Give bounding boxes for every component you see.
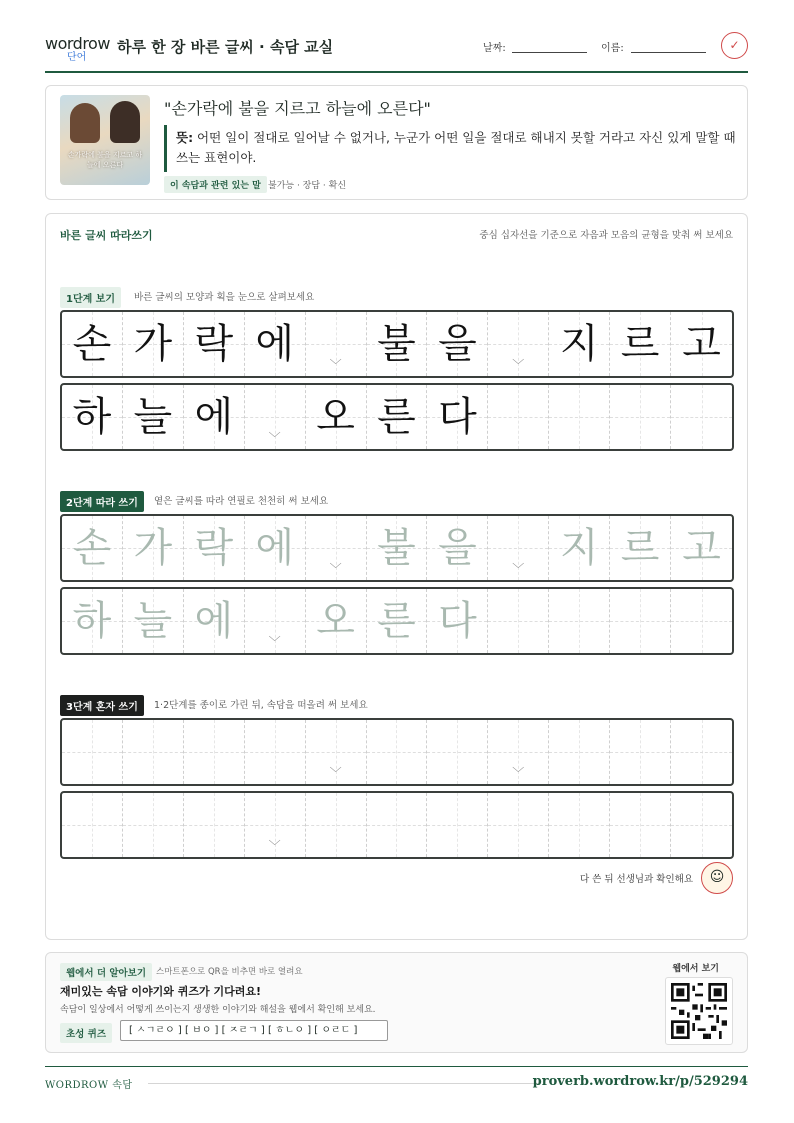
grid-cell[interactable] xyxy=(367,516,428,580)
grid-cell[interactable] xyxy=(610,720,671,784)
grid-cell[interactable] xyxy=(184,589,245,653)
syllable: 르 xyxy=(620,525,660,571)
footer-brand: WORDROW 속담 xyxy=(45,1080,133,1091)
syllable: 다 xyxy=(438,394,477,440)
syllable: 르 xyxy=(620,321,660,367)
web-tag-desc: 스마트폰으로 QR을 비추면 바로 열려요 xyxy=(156,967,303,977)
grid-cell xyxy=(62,312,123,376)
proverb-illustration xyxy=(60,95,150,185)
teacher-check-badge-icon: ☺ xyxy=(701,862,733,894)
grid-cell[interactable] xyxy=(367,720,428,784)
grid-cell[interactable] xyxy=(427,516,488,580)
meaning-text: 어떤 일이 절대로 일어날 수 없거나, 누군가 어떤 일을 절대로 해내지 못할 거라고 자신 있게 말할 때 쓰는 표현이야. xyxy=(176,130,736,165)
grid-cell[interactable] xyxy=(610,793,671,857)
grid-cell[interactable] xyxy=(549,720,610,784)
grid-cell xyxy=(62,385,123,449)
syllable: 불 xyxy=(377,321,416,367)
page-header xyxy=(45,30,748,73)
grid-cell[interactable] xyxy=(671,589,732,653)
grid-cell xyxy=(245,312,306,376)
grid-cell[interactable] xyxy=(62,793,123,857)
web-title: 재미있는 속담 이야기와 퀴즈가 기다려요! xyxy=(60,985,261,998)
syllable: 고 xyxy=(682,525,721,571)
grid-cell xyxy=(306,312,367,376)
grid-cell[interactable] xyxy=(671,720,732,784)
grid-cell[interactable] xyxy=(123,516,184,580)
proverb-card xyxy=(45,85,748,200)
syllable: 오 xyxy=(316,394,355,440)
syllable: 오 xyxy=(316,598,355,644)
step2-desc: 옅은 글씨를 따라 연필로 천천히 써 보세요 xyxy=(154,496,329,507)
grid-cell xyxy=(610,385,671,449)
grid-cell xyxy=(245,385,306,449)
check-stamp-icon: ✓ xyxy=(721,32,748,59)
step3-row-2[interactable] xyxy=(60,791,734,859)
grid-cell[interactable] xyxy=(488,720,549,784)
syllable: 락 xyxy=(194,525,234,571)
grid-cell[interactable] xyxy=(671,793,732,857)
check-instruction: 다 쓴 뒤 선생님과 확인해요 xyxy=(579,874,693,885)
character-figure-left xyxy=(70,103,100,143)
name-field[interactable] xyxy=(631,52,706,53)
qr-label: 웹에서 보기 xyxy=(672,964,719,974)
grid-cell[interactable] xyxy=(306,589,367,653)
grid-cell xyxy=(427,312,488,376)
syllable: 가 xyxy=(133,525,173,571)
grid-cell[interactable] xyxy=(123,589,184,653)
grid-cell[interactable] xyxy=(306,793,367,857)
syllable: 지 xyxy=(559,525,599,571)
grid-cell xyxy=(367,312,428,376)
grid-cell xyxy=(427,385,488,449)
syllable: 다 xyxy=(438,598,477,644)
grid-cell[interactable] xyxy=(62,589,123,653)
chosung-quiz: [ ㅅㄱㄹㅇ ] [ ㅂㅇ ] [ ㅈㄹㄱ ] [ ㅎㄴㅇ ] [ ㅇㄹㄷ ] xyxy=(120,1020,388,1041)
grid-cell[interactable] xyxy=(245,589,306,653)
step3-label: 3단계 혼자 쓰기 xyxy=(60,695,144,716)
grid-cell xyxy=(184,312,245,376)
logo-sub: 단어 xyxy=(67,52,87,63)
step3-desc: 1·2단계를 종이로 가린 뒤, 속담을 떠올려 써 보세요 xyxy=(154,700,368,711)
step1-desc: 바른 글씨의 모양과 획을 눈으로 살펴보세요 xyxy=(134,292,315,303)
grid-cell[interactable] xyxy=(671,516,732,580)
logo-text: wordrow xyxy=(45,34,110,53)
syllable: 에 xyxy=(255,321,294,367)
space-mark-icon: ﹀ xyxy=(329,562,342,576)
meaning-accent-bar xyxy=(164,125,167,172)
grid-cell xyxy=(367,385,428,449)
syllable: 에 xyxy=(194,598,234,644)
grid-cell[interactable] xyxy=(427,720,488,784)
practice-hint: 중심 십자선을 기준으로 자음과 모음의 균형을 맞춰 써 보세요 xyxy=(479,230,733,241)
character-figure-right xyxy=(110,101,140,143)
syllable: 른 xyxy=(377,394,416,440)
grid-cell[interactable] xyxy=(245,793,306,857)
web-more-box xyxy=(45,952,748,1053)
proverb-title: "손가락에 불을 지르고 하늘에 오른다" xyxy=(164,99,431,118)
proverb-meaning xyxy=(176,128,736,168)
grid-cell xyxy=(671,385,732,449)
step1-row-2 xyxy=(60,383,734,451)
grid-cell[interactable] xyxy=(367,589,428,653)
grid-cell[interactable] xyxy=(427,589,488,653)
grid-cell[interactable] xyxy=(306,516,367,580)
grid-cell[interactable] xyxy=(488,793,549,857)
practice-title: 바른 글씨 따라쓰기 xyxy=(60,229,153,242)
grid-cell[interactable] xyxy=(367,793,428,857)
space-mark-icon: ﹀ xyxy=(329,766,342,780)
syllable: 늘 xyxy=(133,598,173,644)
handwriting-practice-section xyxy=(45,213,748,940)
syllable: 을 xyxy=(438,321,477,367)
step2-row-2[interactable] xyxy=(60,587,734,655)
step1-row-1 xyxy=(60,310,734,378)
syllable: 불 xyxy=(377,525,416,571)
syllable: 지 xyxy=(559,321,599,367)
related-label: 이 속담과 관련 있는 말 xyxy=(164,176,267,193)
grid-cell[interactable] xyxy=(184,793,245,857)
footer-divider xyxy=(45,1066,748,1067)
date-label: 날짜: xyxy=(483,43,506,54)
grid-cell xyxy=(488,312,549,376)
space-mark-icon: ﹀ xyxy=(512,358,525,372)
syllable: 하 xyxy=(72,598,112,644)
syllable: 에 xyxy=(194,394,234,440)
grid-cell[interactable] xyxy=(549,589,610,653)
grid-cell xyxy=(549,385,610,449)
grid-cell[interactable] xyxy=(123,793,184,857)
wordrow-logo xyxy=(45,34,110,63)
web-desc: 속담이 일상에서 어떻게 쓰이는지 생생한 이야기와 해설을 웹에서 확인해 보세요. xyxy=(60,1005,376,1015)
grid-cell[interactable] xyxy=(245,516,306,580)
name-label: 이름: xyxy=(601,43,624,54)
grid-cell[interactable] xyxy=(245,720,306,784)
grid-cell[interactable] xyxy=(610,516,671,580)
grid-cell xyxy=(549,312,610,376)
grid-cell xyxy=(671,312,732,376)
syllable: 을 xyxy=(438,525,477,571)
meaning-label: 뜻: xyxy=(176,130,194,145)
grid-cell[interactable] xyxy=(610,589,671,653)
grid-cell[interactable] xyxy=(488,589,549,653)
step3-row-1[interactable] xyxy=(60,718,734,786)
date-field[interactable] xyxy=(512,52,587,53)
related-words: 불가능 · 장담 · 확신 xyxy=(268,181,347,191)
syllable: 늘 xyxy=(133,394,173,440)
space-mark-icon: ﹀ xyxy=(268,839,281,853)
web-tag: 웹에서 더 알아보기 xyxy=(60,963,152,981)
grid-cell[interactable] xyxy=(306,720,367,784)
grid-cell[interactable] xyxy=(427,793,488,857)
grid-cell xyxy=(123,385,184,449)
step2-row-1[interactable] xyxy=(60,514,734,582)
space-mark-icon: ﹀ xyxy=(512,562,525,576)
syllable: 에 xyxy=(255,525,294,571)
illustration-caption: 손가락에 불을 지르고 하늘에 오른다 xyxy=(67,151,143,169)
syllable: 른 xyxy=(377,598,416,644)
space-mark-icon: ﹀ xyxy=(329,358,342,372)
syllable: 가 xyxy=(133,321,173,367)
qr-code-icon[interactable] xyxy=(665,977,733,1045)
footer-rule xyxy=(148,1083,538,1084)
grid-cell[interactable] xyxy=(549,793,610,857)
space-mark-icon: ﹀ xyxy=(268,635,281,649)
qr-code-graphic xyxy=(671,983,727,1039)
space-mark-icon: ﹀ xyxy=(268,431,281,445)
grid-cell[interactable] xyxy=(123,720,184,784)
syllable: 하 xyxy=(72,394,112,440)
grid-cell[interactable] xyxy=(184,516,245,580)
grid-cell xyxy=(184,385,245,449)
grid-cell xyxy=(123,312,184,376)
grid-cell xyxy=(488,385,549,449)
syllable: 락 xyxy=(194,321,234,367)
grid-cell[interactable] xyxy=(62,516,123,580)
grid-cell xyxy=(306,385,367,449)
syllable: 손 xyxy=(72,321,112,367)
step1-label: 1단계 보기 xyxy=(60,287,121,308)
quiz-label: 초성 퀴즈 xyxy=(60,1023,112,1043)
page-title: 하루 한 장 바른 글씨 · 속담 교실 xyxy=(117,38,334,56)
grid-cell xyxy=(610,312,671,376)
grid-cell[interactable] xyxy=(549,516,610,580)
grid-cell[interactable] xyxy=(62,720,123,784)
grid-cell[interactable] xyxy=(488,516,549,580)
footer-url-link[interactable]: proverb.wordrow.kr/p/529294 xyxy=(532,1074,748,1089)
step2-label: 2단계 따라 쓰기 xyxy=(60,491,144,512)
syllable: 고 xyxy=(682,321,721,367)
syllable: 손 xyxy=(72,525,112,571)
space-mark-icon: ﹀ xyxy=(512,766,525,780)
grid-cell[interactable] xyxy=(184,720,245,784)
